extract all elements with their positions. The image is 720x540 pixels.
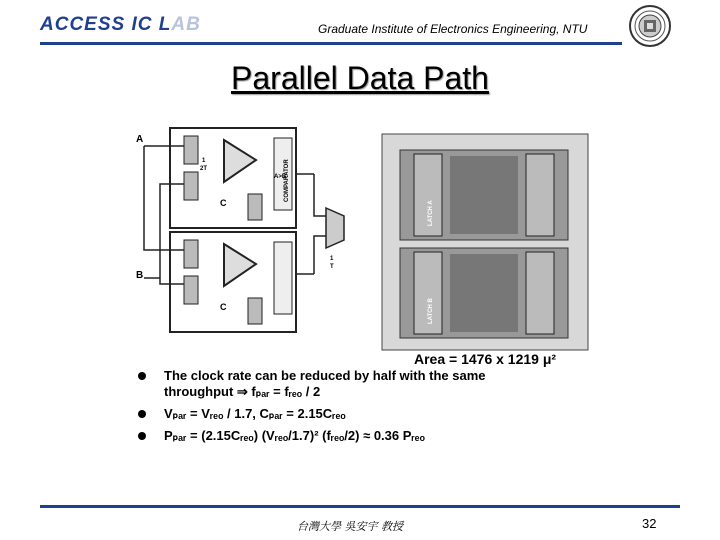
bullet-text: Vₚₐᵣ = Vᵣₑₒ / 1.7, Cₚₐᵣ = 2.15Cᵣₑₒ — [164, 406, 346, 421]
bullet-text — [164, 368, 486, 400]
chip-layout — [382, 134, 588, 350]
bullet-dot-icon — [138, 410, 146, 418]
mux-t-label: T — [330, 264, 334, 270]
latch-b-label: LATCH B — [428, 298, 434, 324]
university-seal-icon — [628, 4, 672, 48]
output-mux — [326, 208, 344, 248]
input-b-label: B — [136, 270, 144, 281]
footer-author: 台灣大學 吳安宇 教授 — [297, 520, 403, 533]
lab-name-main: ACCESS IC L — [40, 14, 172, 35]
register-a2 — [184, 172, 198, 200]
adder-top — [224, 140, 256, 182]
bullet-dot-icon — [138, 372, 146, 380]
bullet-text: Pₚₐᵣ = (2.15Cᵣₑₒ) (Vᵣₑₒ/1.7)² (fᵣₑₒ/2) ≈ 0.36 Pᵣₑₒ — [164, 428, 425, 443]
bullet-line-1: The clock rate can be reduced by half with the same — [164, 368, 486, 383]
page-number: 32 — [642, 516, 657, 531]
institute-name: Graduate Institute of Electronics Engineering, NTU — [318, 22, 588, 36]
register-b1 — [184, 240, 198, 268]
reg-c-label-bottom: C — [220, 302, 227, 312]
clock-denom-top: 2T — [200, 166, 208, 172]
agtb-label-top: A>B — [274, 174, 287, 180]
reg-c-label-top: C — [220, 198, 227, 208]
header-divider — [40, 42, 622, 45]
comparator-label-top: COMPARATOR — [284, 159, 290, 202]
lab-logo-text — [40, 14, 201, 36]
register-c-bottom — [248, 298, 262, 324]
slide-title: Parallel Data Path — [231, 60, 489, 96]
bullet-line-2: throughput ⇒ fₚₐᵣ = fᵣₑₒ / 2 — [164, 384, 321, 399]
latch-a-label: LATCH A — [428, 200, 434, 226]
bullet-dot-icon — [138, 432, 146, 440]
adder-bottom — [224, 244, 256, 286]
parallel-datapath-figure — [124, 124, 592, 364]
clock-frac-top: 1 — [202, 158, 206, 164]
register-a1 — [184, 136, 198, 164]
lab-name-fade: AB — [171, 14, 201, 35]
mux-1-label: 1 — [330, 256, 334, 262]
input-a-label: A — [136, 134, 144, 145]
register-c-top — [248, 194, 262, 220]
footer-divider — [40, 505, 680, 508]
register-b2 — [184, 276, 198, 304]
comparator-bottom — [274, 242, 292, 314]
area-label: Area = 1476 x 1219 μ² — [414, 351, 557, 367]
